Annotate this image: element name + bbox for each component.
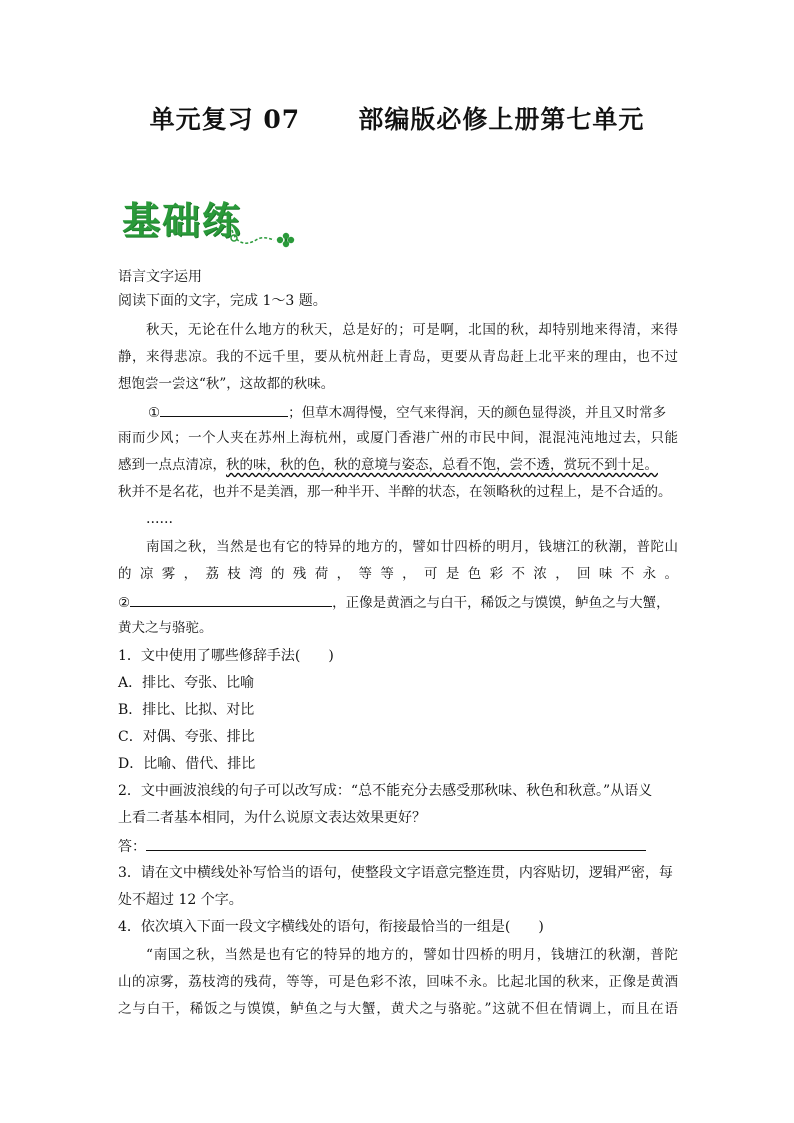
passage2-line: 山的凉雾，荔枝湾的残荷，等等，可是色彩不浓，回味不永。比起北国的秋来，正像是黄酒 [118,974,678,990]
passage-line-wavy [118,456,678,474]
passage-text: ，正像是黄酒之与白干，稀饭之与馍馍，鲈鱼之与大蟹， [332,595,670,611]
option-d[interactable]: D．比喻、借代、排比 [118,756,256,772]
blank-marker-1: ① [148,405,161,421]
passage-line-blank-1 [118,402,678,422]
passage-ellipsis: …… [146,511,173,527]
passage-line: 静，来得悲凉。我的不远千里，要从杭州赶上青岛，更要从青岛赶上北平来的理由，也不过 [118,349,678,365]
question-2-line1: 2．文中画波浪线的句子可以改写成：“总不能充分去感受那秋味、秋色和秋意。”从语义 [118,783,653,799]
banner-title: 基础练 [122,199,243,243]
answer-label: 答： [118,839,146,855]
passage-line: 想饱尝一尝这“秋”，这故都的秋味。 [118,376,335,392]
passage2-line: 之与白干，稀饭之与馍馍，鲈鱼之与大蟹，黄犬之与骆驼。”这就不但在情调上，而且在语 [118,1001,678,1017]
question-3-line2: 处不超过 12 个字。 [118,892,243,908]
question-2-line2: 上看二者基本相同，为什么说原文表达效果更好？ [118,810,426,826]
page-title: 单元复习 07 部编版必修上册第七单元 [149,105,645,134]
question-1: 1．文中使用了哪些修辞手法( ) [118,648,334,664]
passage-line: 雨而少风；一个人夹在苏州上海杭州，或厦门香港广州的市民中间，混混沌沌地过去，只能 [118,430,678,446]
clover-icon [222,218,302,252]
option-c[interactable]: C．对偶、夸张、排比 [118,729,255,745]
answer-blank-q2[interactable] [146,836,646,851]
passage-line-blank-2 [118,592,678,612]
section-label: 语言文字运用 [118,269,202,285]
instruction: 阅读下面的文字，完成 1～3 题。 [118,293,327,309]
answer-blank-1[interactable] [160,402,288,417]
passage-text: ；但草木凋得慢，空气来得润，天的颜色显得淡，并且又时常多 [288,405,667,421]
question-3-line1: 3．请在文中横线处补写恰当的语句，使整段文字语意完整连贯，内容贴切，逻辑严密，每 [118,865,673,881]
passage-line: 的 凉 雾 ， 荔 枝 湾 的 残 荷 ， 等 等 ， 可 是 色 彩 不 浓 ， 回 味 不 永 。 [118,566,678,582]
passage-line: 秋并不是名花，也并不是美酒，那一种半开、半醉的状态，在领略秋的过程上，是不合适的。 [118,484,672,500]
option-a[interactable]: A．排比、夸张、比喻 [118,675,255,691]
passage-line: 南国之秋，当然是也有它的特异的地方的，譬如廿四桥的明月，钱塘江的秋潮，普陀山 [146,539,678,555]
passage2-line: “南国之秋，当然是也有它的特异的地方的，譬如廿四桥的明月，钱塘江的秋潮，普陀 [146,947,678,963]
blank-marker-2: ② [118,595,131,611]
answer-blank-2[interactable] [130,592,332,607]
answer-line [118,836,678,856]
option-b[interactable]: B．排比、比拟、对比 [118,702,255,718]
passage-line: 黄犬之与骆驼。 [118,620,213,636]
section-banner [122,190,302,252]
question-4: 4．依次填入下面一段文字横线处的语句，衔接最恰当的一组是( ) [118,919,544,935]
wavy-underlined-sentence: 秋的味，秋的色，秋的意境与姿态，总看不饱，尝不透，赏玩不到十足。 [226,457,658,473]
passage-line: 秋天，无论在什么地方的秋天，总是好的；可是啊，北国的秋，却特别地来得清，来得 [146,322,678,338]
passage-text: 感到一点点清凉， [118,457,226,473]
